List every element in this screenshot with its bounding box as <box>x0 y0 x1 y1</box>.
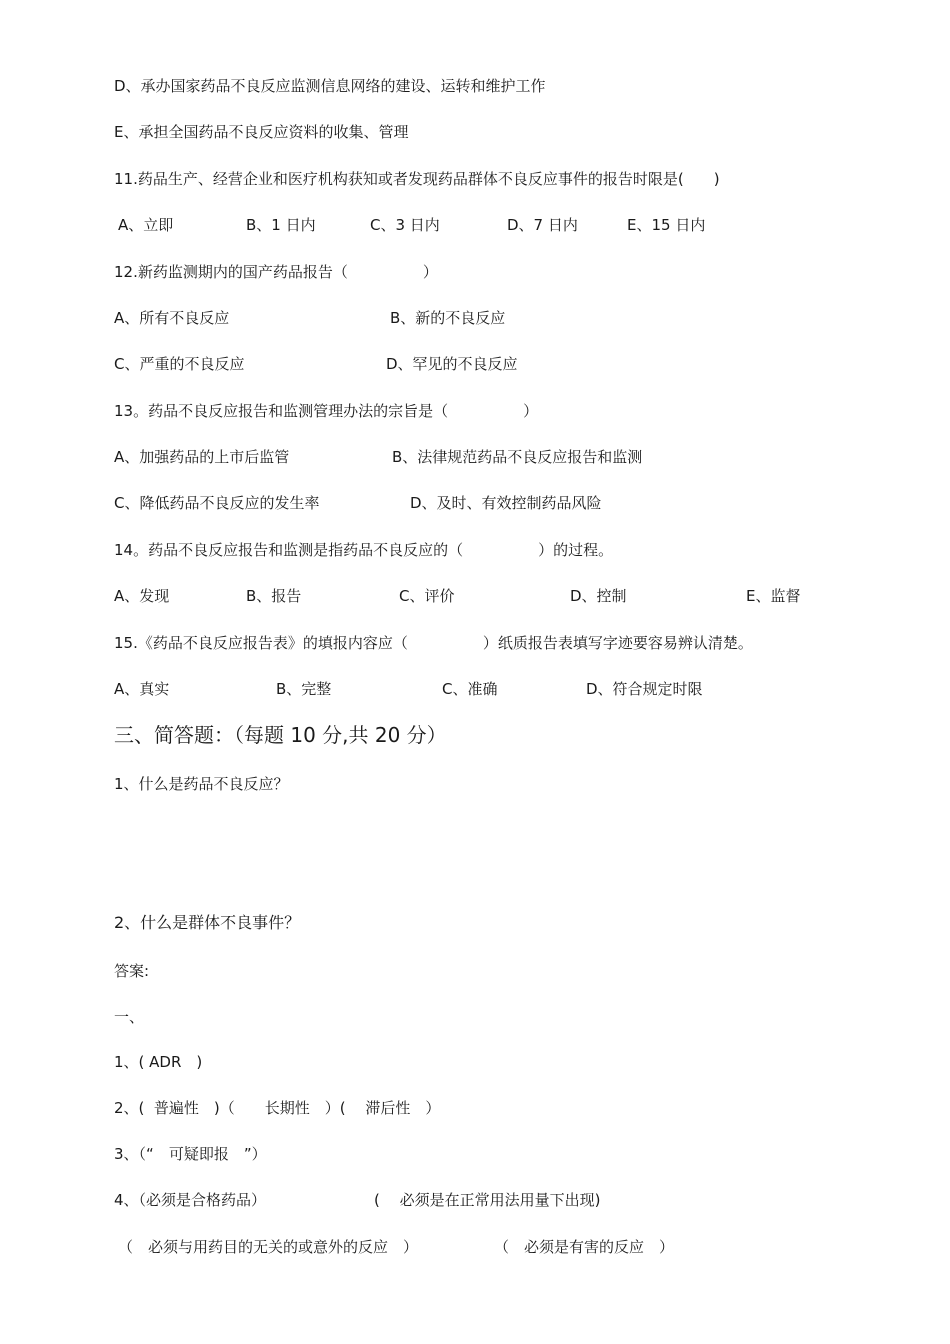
q11-option-e: E、15 日内 <box>627 216 706 234</box>
q14-option-e: E、监督 <box>746 587 801 605</box>
q13-options-row1 <box>114 447 643 467</box>
q14-option-a: A、发现 <box>114 587 170 605</box>
section-3-question-2: 2、什么是群体不良事件？ <box>114 913 301 932</box>
answer-4-part-4: （ 必须是有害的反应 ） <box>494 1238 675 1256</box>
q14-options <box>114 586 801 606</box>
answer-4-part-1: 4、（必须是合格药品） <box>114 1191 267 1209</box>
q11-options <box>114 215 706 235</box>
q14-question: 14。药品不良反应报告和监测是指药品不良反应的（ ）的过程。 <box>114 541 614 559</box>
q14-option-c: C、评价 <box>399 587 455 605</box>
q13-option-d: D、及时、有效控制药品风险 <box>410 494 602 512</box>
answer-2: 2、( 普遍性 )（ 长期性 ）( 滞后性 ） <box>114 1099 441 1117</box>
q14-option-b: B、报告 <box>246 587 302 605</box>
q15-options <box>114 679 703 699</box>
answer-4-row1 <box>114 1190 601 1210</box>
q12-options-row1 <box>114 308 506 328</box>
q15-option-b: B、完整 <box>276 680 332 698</box>
q12-option-a: A、所有不良反应 <box>114 309 230 327</box>
q11-question: 11.药品生产、经营企业和医疗机构获知或者发现药品群体不良反应事件的报告时限是( ) <box>114 170 720 188</box>
answer-1: 1、( ADR ) <box>114 1053 203 1071</box>
q15-option-c: C、准确 <box>442 680 498 698</box>
answer-4-row2 <box>114 1237 675 1257</box>
q11-option-c: C、3 日内 <box>370 216 440 234</box>
answers-label: 答案: <box>114 962 150 980</box>
answer-4-part-2: ( 必须是在正常用法用量下出现) <box>374 1191 601 1209</box>
q11-option-d: D、7 日内 <box>507 216 578 234</box>
q13-option-b: B、法律规范药品不良反应报告和监测 <box>392 448 643 466</box>
q10-option-e: E、承担全国药品不良反应资料的收集、管理 <box>114 123 409 141</box>
q11-option-a: A、立即 <box>118 216 174 234</box>
q12-option-b: B、新的不良反应 <box>390 309 506 327</box>
q12-option-c: C、严重的不良反应 <box>114 355 245 373</box>
q12-option-d: D、罕见的不良反应 <box>386 355 518 373</box>
q13-option-a: A、加强药品的上市后监管 <box>114 448 290 466</box>
q13-option-c: C、降低药品不良反应的发生率 <box>114 494 320 512</box>
q15-option-d: D、符合规定时限 <box>586 680 703 698</box>
q12-options-row2 <box>114 354 518 374</box>
answers-section-1: 一、 <box>114 1008 145 1026</box>
q12-question: 12.新药监测期内的国产药品报告（ ） <box>114 263 438 281</box>
q14-option-d: D、控制 <box>570 587 627 605</box>
answer-4-part-3: （ 必须与用药目的无关的或意外的反应 ） <box>118 1238 419 1256</box>
q13-question: 13。药品不良反应报告和监测管理办法的宗旨是（ ） <box>114 402 539 420</box>
section-3-heading: 三、简答题：（每题 10 分,共 20 分） <box>114 723 447 747</box>
q15-option-a: A、真实 <box>114 680 170 698</box>
q11-option-b: B、1 日内 <box>246 216 316 234</box>
q13-options-row2 <box>114 493 602 513</box>
q10-option-d: D、承办国家药品不良反应监测信息网络的建设、运转和维护工作 <box>114 77 546 95</box>
section-3-question-1: 1、什么是药品不良反应？ <box>114 775 289 793</box>
answer-3: 3、（“ 可疑即报 ”） <box>114 1145 267 1163</box>
q15-question: 15.《药品不良反应报告表》的填报内容应（ ）纸质报告表填写字迹要容易辨认清楚。 <box>114 634 753 652</box>
